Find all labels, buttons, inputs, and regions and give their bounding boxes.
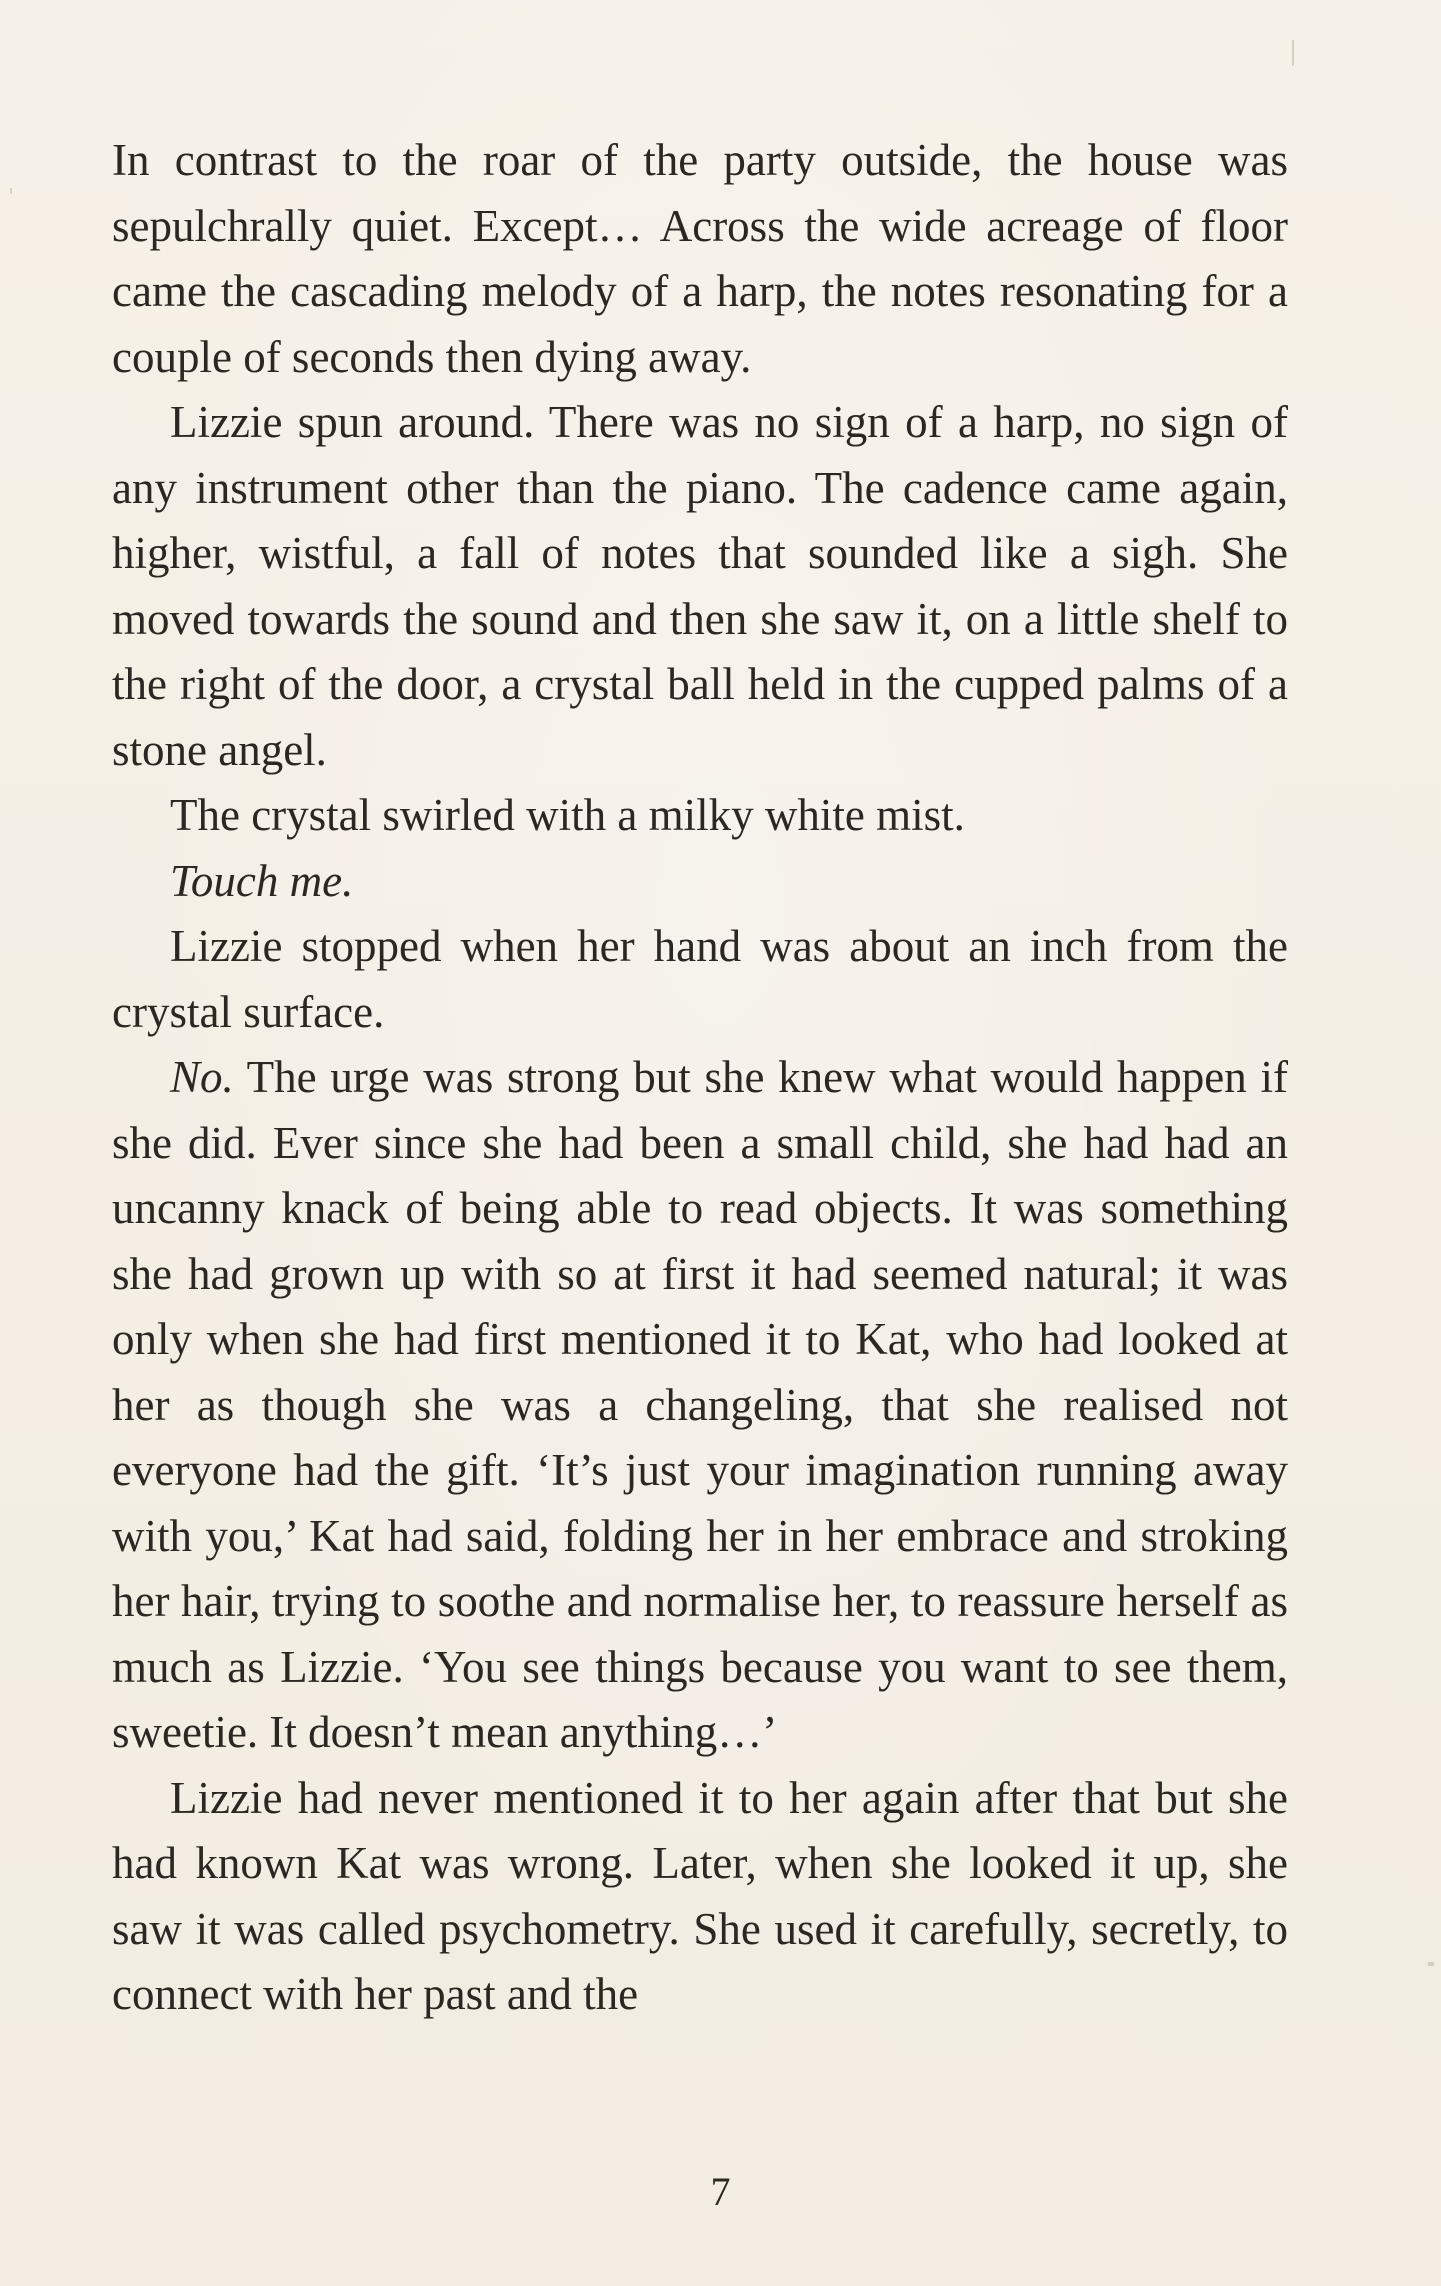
paragraph-4 [112,849,1288,915]
body-text [112,128,1288,2028]
paragraph-1-text: In contrast to the roar of the party outside, the house was sepulchrally quiet. Except… Across the wide acreage of floor came the cascading melody of a harp, the notes resonating for a couple of seconds then dying away. [112,135,1288,382]
paragraph-3-text: The crystal swirled with a milky white mist. [170,790,965,840]
paragraph-5-text: Lizzie stopped when her hand was about an inch from the crystal surface. [112,921,1288,1037]
paragraph-5 [112,914,1288,1045]
paragraph-4-text: Touch me. [170,855,354,906]
paragraph-7 [112,1766,1288,2028]
page-number: 7 [710,2169,731,2214]
paragraph-1 [112,128,1288,390]
paper-speck [1428,1962,1434,1966]
paragraph-2 [112,390,1288,783]
paragraph-6-text: The urge was strong but she knew what would happen if she did. Ever since she had been a small child, she had had an uncanny knack of being able to read objects. It was something she had grown up with so at first it had seemed natural; it was only when she had first mentioned it to Kat, who had looked at her as though she was a changeling, that she realised not everyone had the gift. ‘It’s just your imagination running away with you,’ Kat had said, folding her in her embrace and stroking her hair, trying to soothe and normalise her, to reassure herself as much as Lizzie. ‘You see things because you want to see them, sweetie. It doesn’t mean anything…’ [112,1052,1288,1757]
paragraph-2-text: Lizzie spun around. There was no sign of a harp, no sign of any instrument other than the piano. The cadence came again, higher, wistful, a fall of notes that sounded like a sigh. She moved towards the sound and then she saw it, on a little shelf to the right of the door, a crystal ball held in the cupped palms of a stone angel. [112,397,1288,775]
paragraph-7-text: Lizzie had never mentioned it to her again after that but she had known Kat was wrong. Later, when she looked it up, she saw it was called psychometry. She used it carefully, secretly, to connect with her past and the [112,1772,1288,2019]
paragraph-6 [112,1045,1288,1766]
paragraph-6-italic-lead: No. [170,1052,234,1102]
paragraph-3 [112,783,1288,849]
paper-speck [10,188,12,194]
paper-speck [1292,40,1294,66]
